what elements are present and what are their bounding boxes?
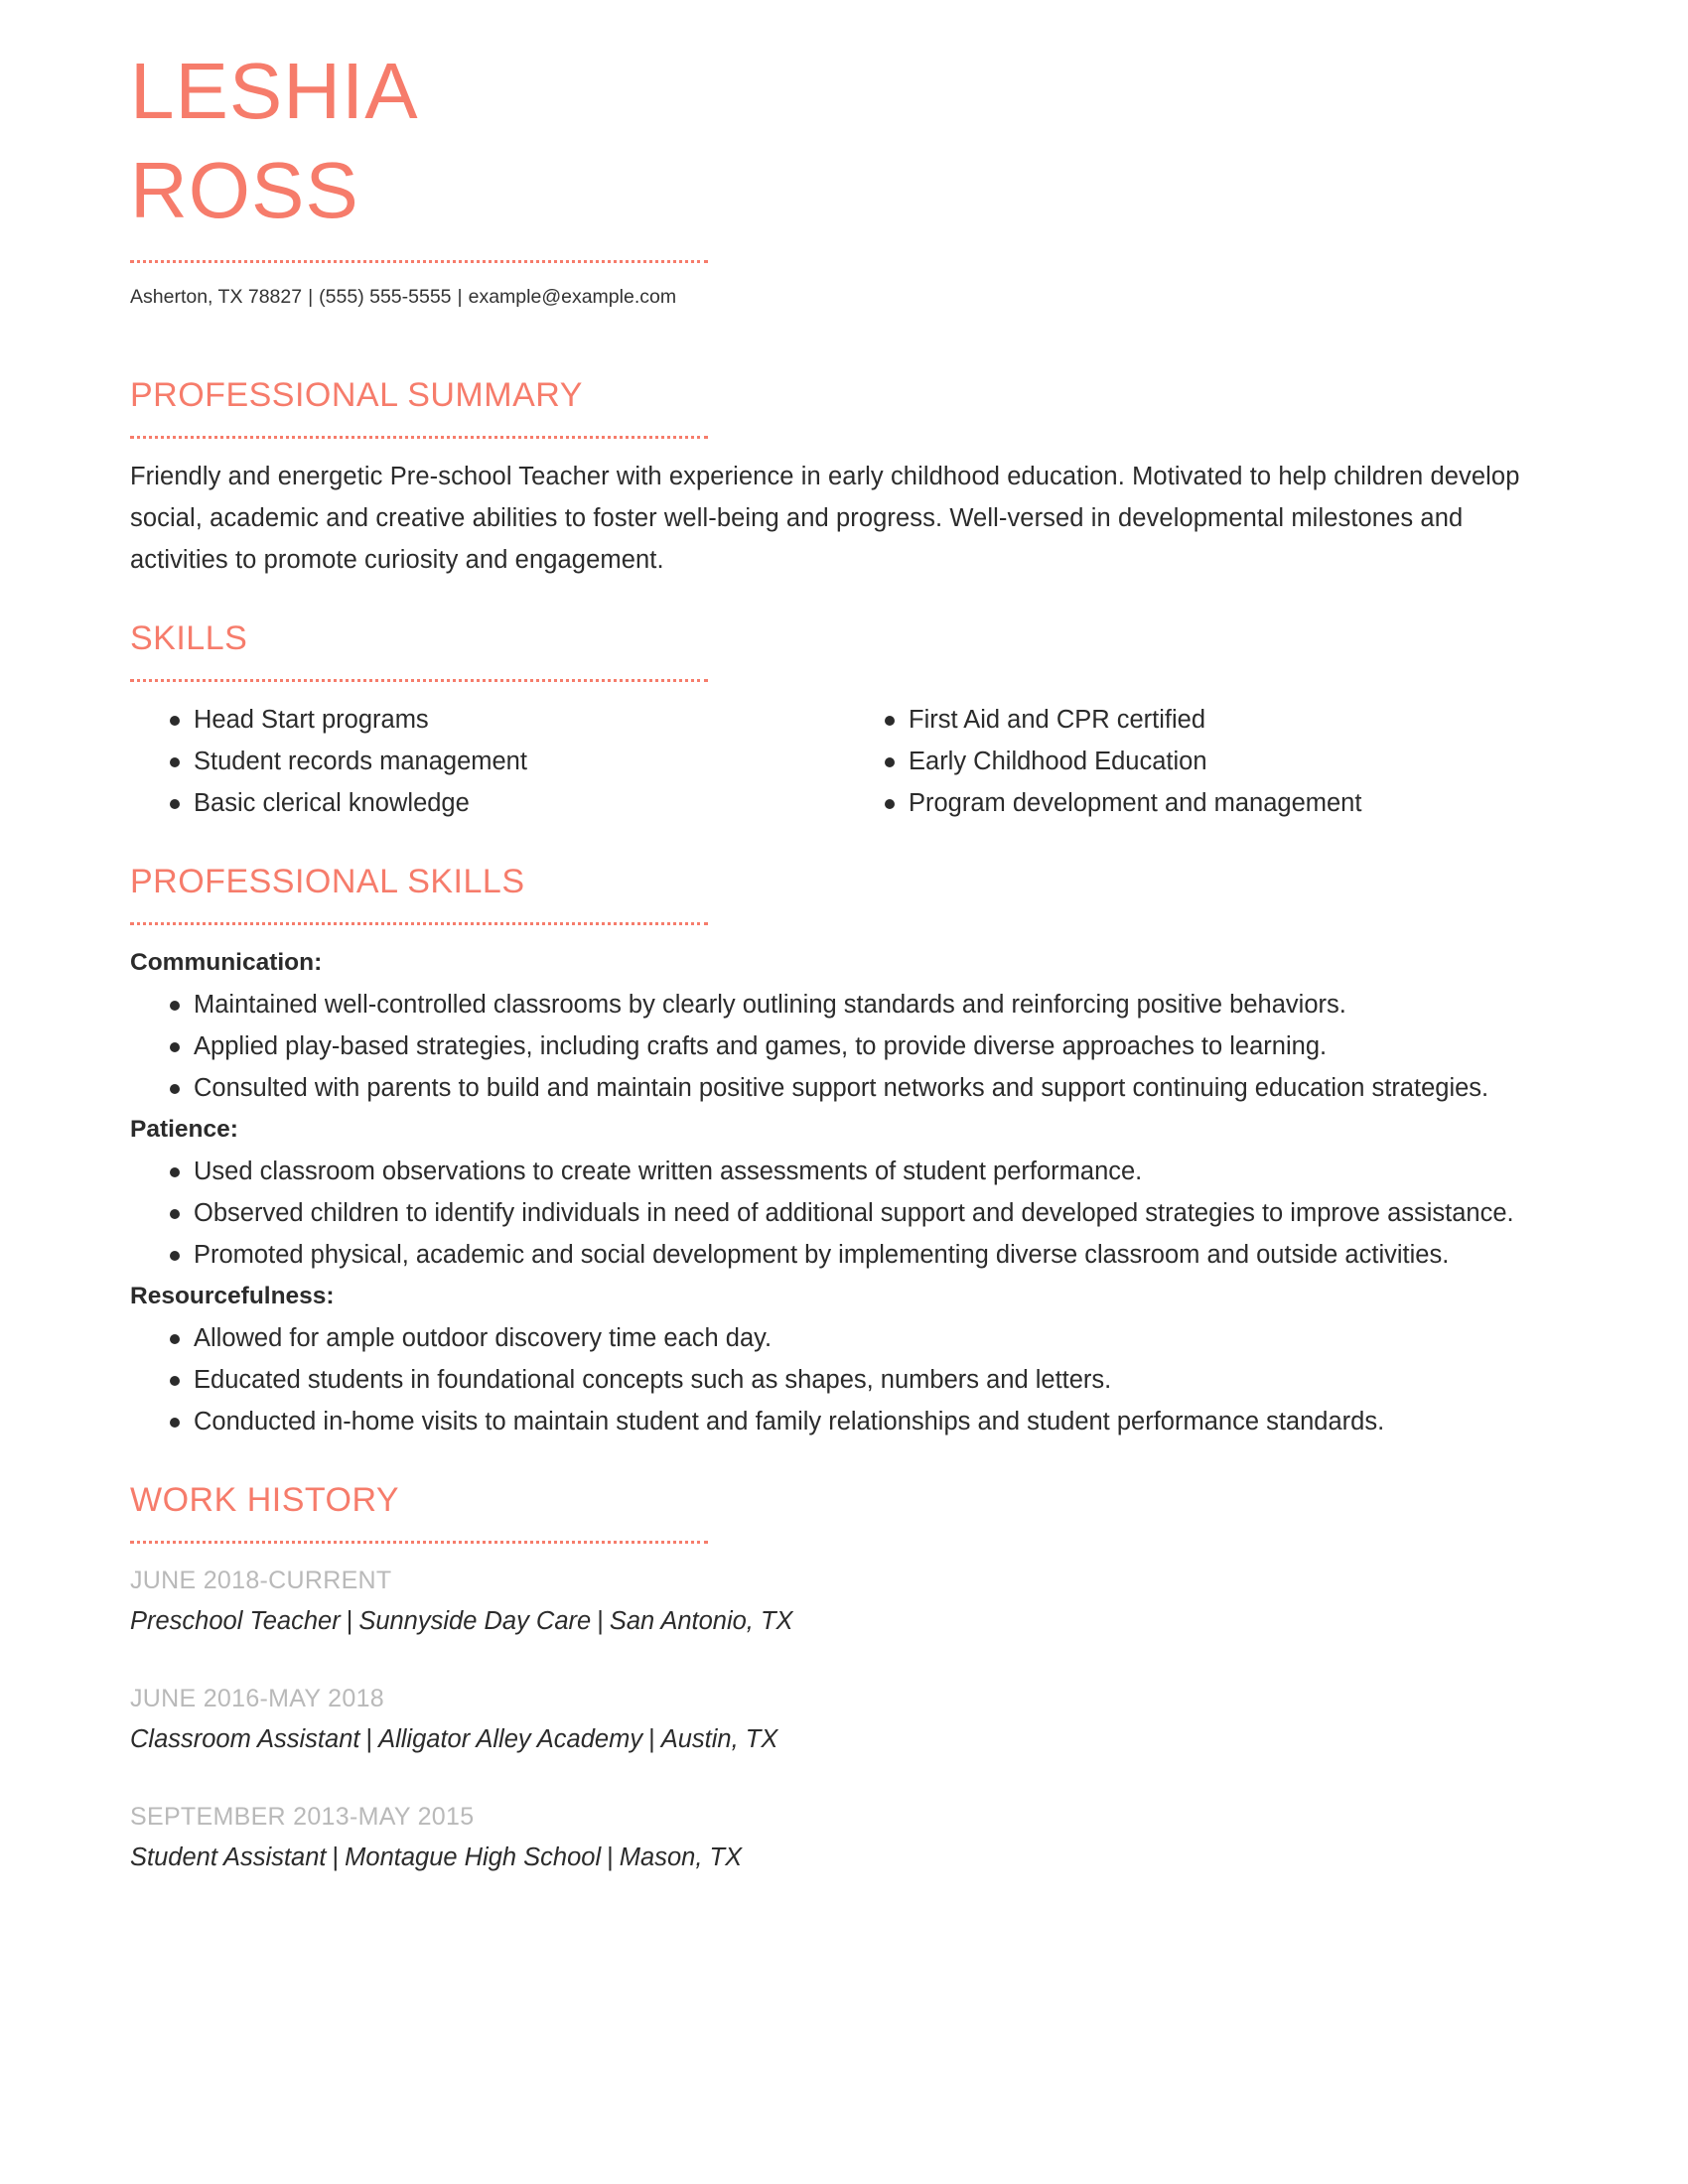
job-employer: Sunnyside Day Care [358,1607,592,1635]
section-title-skills: SKILLS [130,619,248,657]
professional-skills-divider [130,922,708,925]
skill-item: Early Childhood Education [845,741,1560,782]
job-separator: | [346,1607,353,1635]
skill-group-list [130,1317,1560,1442]
skills-divider [130,679,708,682]
job-employer: Montague High School [345,1843,602,1871]
job-details [130,1718,1560,1760]
job-role: Preschool Teacher [130,1607,341,1635]
list-item: Applied play-based strategies, including crafts and games, to provide diverse approaches to learning. [130,1025,1560,1067]
skill-group-list [130,1151,1560,1276]
job-separator: | [597,1607,604,1635]
job-location: Mason, TX [619,1843,743,1871]
skill-group-title: Communication: [130,949,323,976]
list-item: Used classroom observations to create written assessments of student performance. [130,1151,1560,1192]
candidate-name [130,0,1560,240]
job-separator: | [648,1725,655,1753]
section-title-summary: PROFESSIONAL SUMMARY [130,376,583,414]
email: example@example.com [468,286,677,308]
job-details [130,1600,1560,1642]
job-dates: JUNE 2016-MAY 2018 [130,1685,384,1712]
section-title-work-history: WORK HISTORY [130,1481,400,1519]
job-role: Classroom Assistant [130,1725,360,1753]
job-separator: | [607,1843,614,1871]
skills-column-left [130,699,845,824]
work-history-divider [130,1541,708,1544]
list-item: Observed children to identify individuals in need of additional support and developed strategies to improve assistance. [130,1192,1560,1234]
skill-group-title: Resourcefulness: [130,1283,335,1309]
skill-item: First Aid and CPR certified [845,699,1560,741]
job-location: San Antonio, TX [609,1607,793,1635]
job-entry [130,1797,1560,1878]
summary-text: Friendly and energetic Pre-school Teacher with experience in early childhood education. Motivated to help children develop social, academic and creative abilities to foster well-being and progress. Well-versed in developmental milestones and activities to promote curiosity and engagement. [130,463,1520,574]
section-title-professional-skills: PROFESSIONAL SKILLS [130,863,525,900]
last-name: ROSS [130,146,359,234]
professional-skills-body [130,942,1560,1442]
job-details [130,1837,1560,1878]
skill-item: Student records management [130,741,845,782]
job-separator: | [332,1843,340,1871]
job-dates: SEPTEMBER 2013-MAY 2015 [130,1803,475,1831]
header-divider [130,260,708,263]
job-separator: | [365,1725,373,1753]
skill-group-list [130,984,1560,1109]
list-item: Conducted in-home visits to maintain student and family relationships and student performance standards. [130,1401,1560,1442]
job-role: Student Assistant [130,1843,327,1871]
summary-divider [130,436,708,439]
job-dates: JUNE 2018-CURRENT [130,1567,392,1594]
list-item: Maintained well-controlled classrooms by clearly outlining standards and reinforcing positive behaviors. [130,984,1560,1025]
list-item: Promoted physical, academic and social development by implementing diverse classroom and outside activities. [130,1234,1560,1276]
contact-line [130,282,1560,312]
contact-separator: | [457,286,463,308]
skill-group-title: Patience: [130,1116,238,1143]
resume-page [130,0,1560,1878]
skill-item: Head Start programs [130,699,845,741]
skills-column-right [845,699,1560,824]
contact-separator: | [308,286,314,308]
list-item: Allowed for ample outdoor discovery time each day. [130,1317,1560,1359]
list-item: Educated students in foundational concepts such as shapes, numbers and letters. [130,1359,1560,1401]
job-entry [130,1561,1560,1642]
skill-item: Basic clerical knowledge [130,782,845,824]
skills-grid [130,699,1560,824]
job-location: Austin, TX [660,1725,778,1753]
skill-item: Program development and management [845,782,1560,824]
first-name: LESHIA [130,47,419,135]
phone: (555) 555-5555 [319,286,452,308]
job-entry [130,1679,1560,1760]
job-employer: Alligator Alley Academy [378,1725,643,1753]
list-item: Consulted with parents to build and maintain positive support networks and support continuing education strategies. [130,1067,1560,1109]
address: Asherton, TX 78827 [130,286,303,308]
